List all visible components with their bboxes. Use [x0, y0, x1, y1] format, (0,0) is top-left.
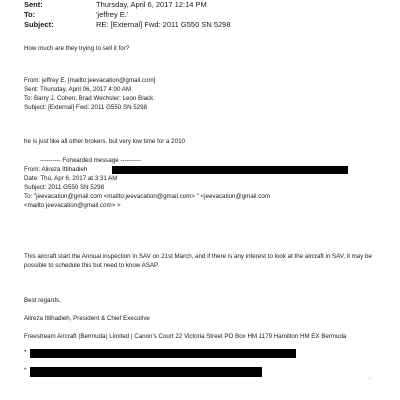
jeffrey-text: he is just like all other brokers. but very low time for a 2010 [24, 138, 185, 145]
quoted-subject: Subject: [External] Fwd: 2011 G550 SN 5298 [24, 104, 148, 111]
bullet-1: * [24, 349, 27, 356]
forwarded-date: Date: Thu, Apr 6, 2017 at 3:31 AM [24, 175, 118, 182]
bullet-2: * [24, 367, 27, 374]
redaction-bar [112, 166, 348, 174]
redaction-bar [30, 349, 296, 358]
reply-text: How much are they trying to sell it for? [24, 45, 130, 52]
signature-name: Alireza Ittihadieh, President & Chief Executive [24, 315, 150, 322]
stray-mark: · [369, 376, 371, 382]
signature-company: Freestream Aircraft (Bermuda) Limited | Canon's Court 22 Victoria Street PO Box HM 1179 Hamilton HM EX Bermuda [24, 333, 347, 340]
forwarded-subject: Subject: 2011 G550 SN 5298 [24, 184, 105, 191]
quoted-sent: Sent: Thursday, April 06, 2017 4:00 AM [24, 86, 132, 93]
forwarded-from: From: Alireza Ittihadieh [24, 166, 88, 173]
forwarded-separator: ---------- Forwarded message ---------- [40, 157, 142, 164]
body-text: This aircraft start the Annual inspection in SAV on 21st March, and if there is any interest to look at the aircraft in SAV, it may be possible to schedule this but need to know ASAP. [24, 253, 372, 269]
quoted-from: From: jeffrey E. [mailto:jeevacation@gmail.com] [24, 77, 156, 84]
quoted-to: To: Barry J. Cohen; Brad Wechsler; Leon Black [24, 95, 154, 102]
sent-label: Sent: [24, 0, 43, 9]
to-label: To: [24, 10, 36, 19]
subject-label: Subject: [24, 20, 54, 29]
sent-value: Thursday, April 6, 2017 12:14 PM [96, 0, 207, 9]
redaction-bar [30, 367, 262, 377]
forwarded-to-line2: <mailto:jeevacation@gmail.com> > [24, 202, 121, 209]
subject-value: RE: [External] Fwd: 2011 G550 SN 5298 [96, 20, 231, 29]
closing: Best regards, [24, 297, 61, 304]
to-value: 'jeffrey E.' [96, 10, 129, 19]
forwarded-to-line1: To: "jeevacation@gmail.com <mailto:jeevacation@gmail.com> " <jeevacation@gmail.com [24, 193, 270, 200]
